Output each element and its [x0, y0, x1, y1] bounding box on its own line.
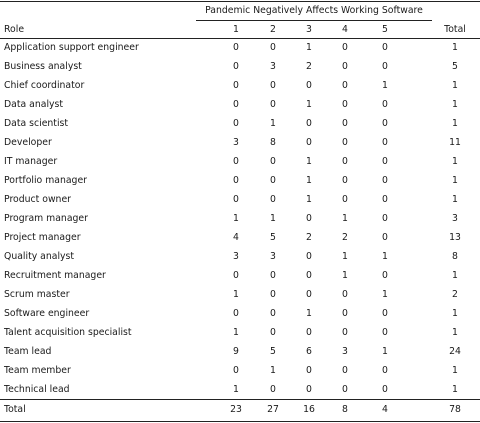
- column-header-score-3: 3: [306, 24, 312, 35]
- role-cell: Portfolio manager: [4, 175, 87, 186]
- role-cell: Scrum master: [4, 289, 70, 300]
- row-total-cell: 1: [452, 156, 458, 167]
- row-total-cell: 2: [452, 289, 458, 300]
- count-cell: 1: [233, 327, 239, 338]
- count-cell: 0: [306, 384, 312, 395]
- count-cell: 0: [382, 232, 388, 243]
- column-total-cell: 16: [303, 404, 315, 415]
- count-cell: 0: [342, 80, 348, 91]
- count-cell: 9: [233, 346, 239, 357]
- count-cell: 0: [342, 327, 348, 338]
- count-cell: 0: [382, 194, 388, 205]
- role-cell: Application support engineer: [4, 42, 139, 53]
- count-cell: 0: [342, 42, 348, 53]
- count-cell: 6: [306, 346, 312, 357]
- column-header-score-1: 1: [233, 24, 239, 35]
- grand-total-cell: 78: [449, 404, 461, 415]
- role-cell: Team member: [4, 365, 71, 376]
- count-cell: 0: [342, 194, 348, 205]
- count-cell: 1: [270, 213, 276, 224]
- count-cell: 0: [382, 327, 388, 338]
- count-cell: 1: [306, 42, 312, 53]
- row-total-cell: 1: [452, 80, 458, 91]
- count-cell: 0: [306, 80, 312, 91]
- role-cell: Business analyst: [4, 61, 82, 72]
- column-header-role: Role: [4, 24, 25, 35]
- role-cell: Software engineer: [4, 308, 90, 319]
- role-cell: Developer: [4, 137, 52, 148]
- row-total-cell: 1: [452, 365, 458, 376]
- count-cell: 1: [233, 384, 239, 395]
- count-cell: 1: [306, 156, 312, 167]
- count-cell: 0: [382, 137, 388, 148]
- row-total-cell: 11: [449, 137, 461, 148]
- count-cell: 0: [342, 118, 348, 129]
- count-cell: 0: [382, 270, 388, 281]
- count-cell: 0: [233, 118, 239, 129]
- bottom-rule: [0, 421, 480, 422]
- count-cell: 3: [233, 251, 239, 262]
- count-cell: 2: [342, 232, 348, 243]
- header-rule: [0, 38, 480, 39]
- count-cell: 1: [270, 118, 276, 129]
- count-cell: 0: [382, 175, 388, 186]
- count-cell: 0: [342, 384, 348, 395]
- row-total-cell: 8: [452, 251, 458, 262]
- count-cell: 0: [306, 365, 312, 376]
- row-total-cell: 1: [452, 270, 458, 281]
- row-total-cell: 3: [452, 213, 458, 224]
- count-cell: 0: [382, 61, 388, 72]
- count-cell: 0: [342, 289, 348, 300]
- count-cell: 1: [342, 251, 348, 262]
- count-cell: 1: [306, 194, 312, 205]
- count-cell: 0: [382, 99, 388, 110]
- role-cell: Quality analyst: [4, 251, 75, 262]
- column-header-score-5: 5: [382, 24, 388, 35]
- row-total-cell: 1: [452, 175, 458, 186]
- count-cell: 0: [270, 99, 276, 110]
- count-cell: 3: [270, 251, 276, 262]
- count-cell: 0: [233, 42, 239, 53]
- count-cell: 3: [233, 137, 239, 148]
- role-cell: Talent acquisition specialist: [4, 327, 132, 338]
- column-header-total: Total: [444, 24, 466, 35]
- count-cell: 0: [306, 289, 312, 300]
- count-cell: 0: [342, 61, 348, 72]
- count-cell: 0: [270, 270, 276, 281]
- count-cell: 0: [270, 80, 276, 91]
- row-total-cell: 1: [452, 384, 458, 395]
- count-cell: 0: [233, 175, 239, 186]
- role-cell: Data analyst: [4, 99, 64, 110]
- count-cell: 1: [382, 289, 388, 300]
- row-total-cell: 1: [452, 118, 458, 129]
- row-total-cell: 1: [452, 308, 458, 319]
- count-cell: 0: [270, 42, 276, 53]
- row-total-cell: 24: [449, 346, 461, 357]
- count-cell: 0: [306, 251, 312, 262]
- column-total-cell: 27: [267, 404, 279, 415]
- count-cell: 0: [306, 213, 312, 224]
- count-cell: 0: [233, 270, 239, 281]
- total-rule: [0, 399, 480, 400]
- count-cell: 0: [233, 80, 239, 91]
- top-rule: [0, 1, 480, 2]
- count-cell: 2: [306, 232, 312, 243]
- count-cell: 0: [306, 118, 312, 129]
- role-cell: Recruitment manager: [4, 270, 106, 281]
- count-cell: 1: [382, 251, 388, 262]
- role-cell: Project manager: [4, 232, 81, 243]
- count-cell: 0: [233, 61, 239, 72]
- row-total-cell: 1: [452, 194, 458, 205]
- count-cell: 1: [306, 99, 312, 110]
- count-cell: 1: [233, 213, 239, 224]
- count-cell: 1: [233, 289, 239, 300]
- count-cell: 3: [342, 346, 348, 357]
- count-cell: 0: [270, 194, 276, 205]
- group-header: Pandemic Negatively Affects Working Software: [205, 5, 423, 16]
- count-cell: 0: [342, 99, 348, 110]
- row-total-cell: 5: [452, 61, 458, 72]
- count-cell: 5: [270, 232, 276, 243]
- count-cell: 0: [382, 118, 388, 129]
- column-total-cell: 4: [382, 404, 388, 415]
- column-header-score-4: 4: [342, 24, 348, 35]
- role-cell: Data scientist: [4, 118, 69, 129]
- count-cell: 0: [382, 42, 388, 53]
- count-cell: 1: [270, 365, 276, 376]
- count-cell: 0: [382, 308, 388, 319]
- role-cell: Product owner: [4, 194, 71, 205]
- count-cell: 0: [270, 308, 276, 319]
- count-cell: 0: [342, 156, 348, 167]
- count-cell: 1: [342, 213, 348, 224]
- count-cell: 0: [342, 175, 348, 186]
- column-total-cell: 23: [230, 404, 242, 415]
- count-cell: 0: [270, 384, 276, 395]
- row-total-cell: 1: [452, 42, 458, 53]
- group-header-rule: [196, 20, 432, 21]
- count-cell: 8: [270, 137, 276, 148]
- count-cell: 0: [342, 308, 348, 319]
- count-cell: 0: [382, 156, 388, 167]
- count-cell: 0: [233, 194, 239, 205]
- count-cell: 1: [382, 346, 388, 357]
- count-cell: 0: [233, 365, 239, 376]
- total-label: Total: [4, 404, 26, 415]
- count-cell: 1: [306, 175, 312, 186]
- count-cell: 0: [270, 175, 276, 186]
- count-cell: 0: [270, 156, 276, 167]
- row-total-cell: 1: [452, 327, 458, 338]
- row-total-cell: 1: [452, 99, 458, 110]
- count-cell: 1: [306, 308, 312, 319]
- count-cell: 0: [382, 365, 388, 376]
- count-cell: 0: [342, 365, 348, 376]
- count-cell: 1: [342, 270, 348, 281]
- count-cell: 0: [306, 327, 312, 338]
- count-cell: 1: [382, 80, 388, 91]
- count-cell: 0: [270, 289, 276, 300]
- column-header-score-2: 2: [270, 24, 276, 35]
- count-cell: 0: [233, 156, 239, 167]
- column-total-cell: 8: [342, 404, 348, 415]
- count-cell: 4: [233, 232, 239, 243]
- count-cell: 2: [306, 61, 312, 72]
- count-cell: 3: [270, 61, 276, 72]
- count-cell: 5: [270, 346, 276, 357]
- count-cell: 0: [306, 137, 312, 148]
- count-cell: 0: [270, 327, 276, 338]
- count-cell: 0: [382, 213, 388, 224]
- role-cell: Program manager: [4, 213, 88, 224]
- role-cell: IT manager: [4, 156, 58, 167]
- count-cell: 0: [306, 270, 312, 281]
- role-cell: Team lead: [4, 346, 52, 357]
- count-cell: 0: [233, 99, 239, 110]
- count-cell: 0: [382, 384, 388, 395]
- row-total-cell: 13: [449, 232, 461, 243]
- role-cell: Chief coordinator: [4, 80, 85, 91]
- count-cell: 0: [342, 137, 348, 148]
- role-cell: Technical lead: [4, 384, 70, 395]
- count-cell: 0: [233, 308, 239, 319]
